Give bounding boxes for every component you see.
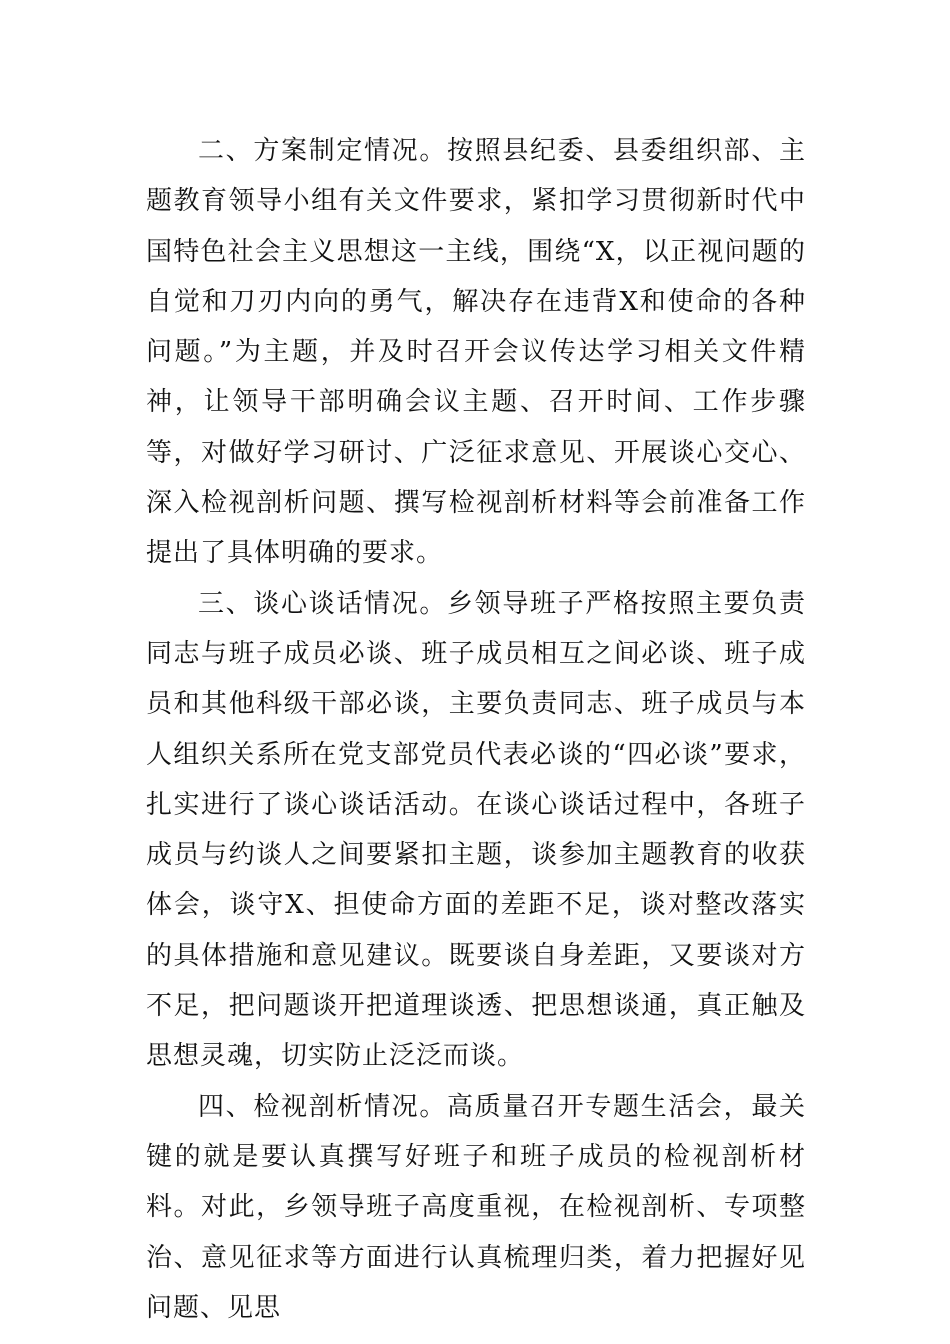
paragraph-self-examination: 四、检视剖析情况。高质量召开专题生活会，最关键的就是要认真撰写好班子和班子成员的检视剖析材料。对此，乡领导班子高度重视，在检视剖析、专项整治、意见征求等方面进行认真梳理归类，着力把握好见问题、见思 — [146, 1091, 806, 1323]
document-body — [146, 126, 806, 1333]
paragraph-plan-formulation: 二、方案制定情况。按照县纪委、县委组织部、主题教育领导小组有关文件要求，紧扣学习贯彻新时代中国特色社会主义思想这一主线，围绕“X，以正视问题的自觉和刀刃内向的勇气，解决存在违背X和使命的各种问题。”为主题，并及时召开会议传达学习相关文件精神，让领导干部明确会议主题、召开时间、工作步骤等，对做好学习研讨、广泛征求意见、开展谈心交心、深入检视剖析问题、撰写检视剖析材料等会前准备工作提出了具体明确的要求。 — [146, 136, 806, 569]
paragraph-heart-to-heart-talks: 三、谈心谈话情况。乡领导班子严格按照主要负责同志与班子成员必谈、班子成员相互之间必谈、班子成员和其他科级干部必谈，主要负责同志、班子成员与本人组织关系所在党支部党员代表必谈的“四必谈”要求，扎实进行了谈心谈话活动。在谈心谈话过程中，各班子成员与约谈人之间要紧扣主题，谈参加主题教育的收获体会，谈守X、担使命方面的差距不足，谈对整改落实的具体措施和意见建议。既要谈自身差距，又要谈对方不足，把问题谈开把道理谈透、把思想谈通，真正触及思想灵魂，切实防止泛泛而谈。 — [146, 588, 806, 1072]
